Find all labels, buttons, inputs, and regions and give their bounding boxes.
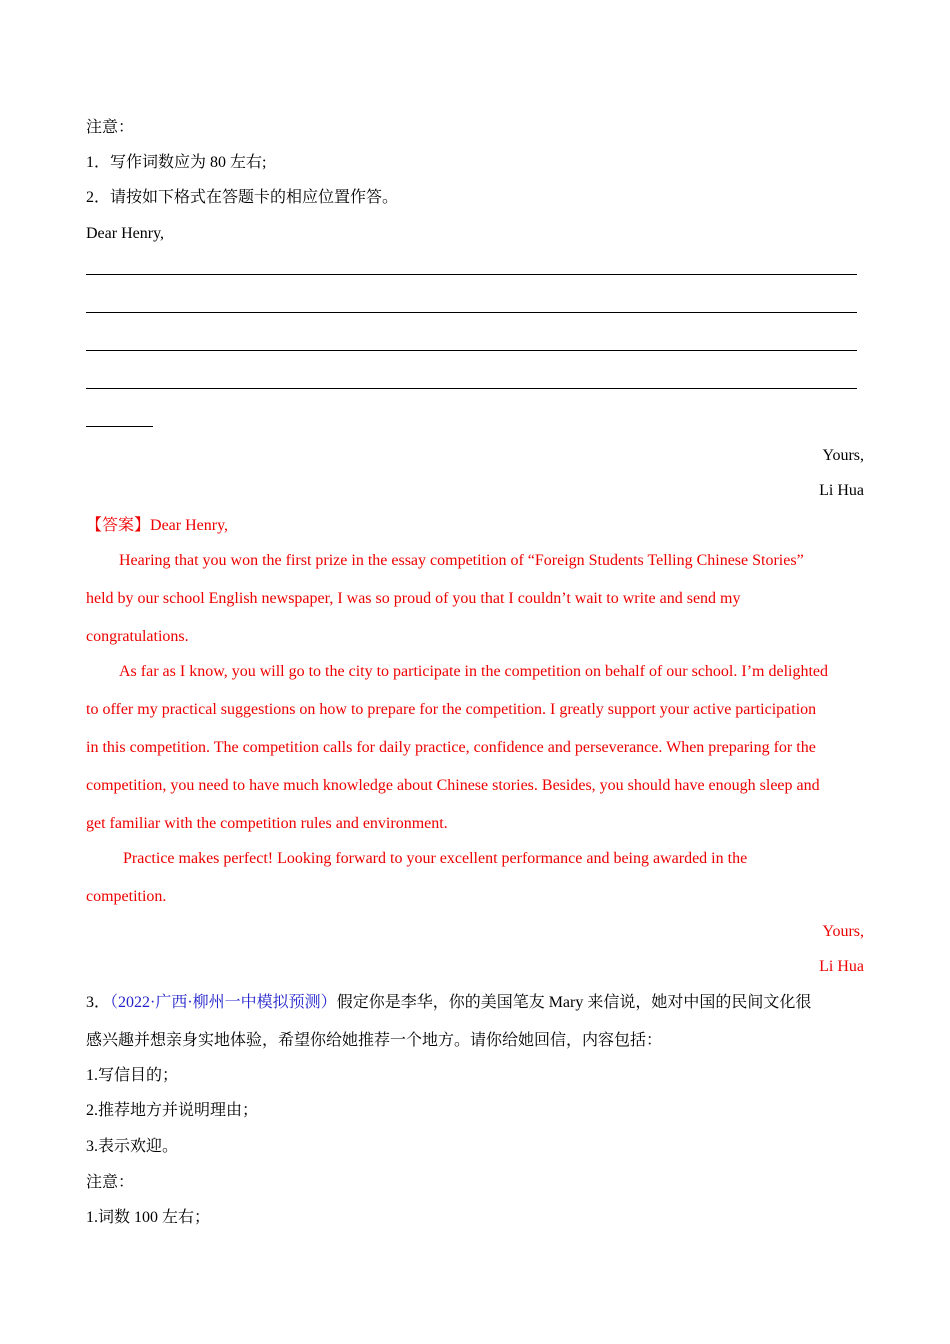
question-prompt-line: 感兴趣并想亲身实地体验，希望你给她推荐一个地方。请你给她回信，内容包括： <box>86 1032 663 1049</box>
answer-paragraph-2-line: competition, you need to have much knowledge about Chinese stories. Besides, you should have enough sleep and <box>86 777 820 794</box>
writing-line <box>86 350 857 351</box>
answer-paragraph-2-line: in this competition. The competition calls for daily practice, confidence and perseverance. When preparing for the <box>86 739 816 756</box>
note-format: 2．请按如下格式在答题卡的相应位置作答。 <box>86 189 399 206</box>
answer-paragraph-3-line: Practice makes perfect! Looking forward to your excellent performance and being awarded in the <box>123 850 748 867</box>
answer-paragraph-3-line: competition. <box>86 888 167 905</box>
answer-closing: Yours, <box>822 923 864 940</box>
question-3-prompt <box>86 993 811 1013</box>
notes-heading: 注意： <box>86 119 135 136</box>
letter-salutation: Dear Henry, <box>86 225 165 242</box>
requirement-item: 3.表示欢迎。 <box>86 1138 179 1155</box>
letter-closing: Yours, <box>822 447 864 464</box>
note-word-count: 1．写作词数应为 80 左右; <box>86 154 267 171</box>
requirement-item: 2.推荐地方并说明理由； <box>86 1102 259 1119</box>
letter-signature: Li Hua <box>819 482 864 499</box>
question-number: 3． <box>86 994 111 1011</box>
answer-tag: 【答案】 <box>86 517 151 534</box>
answer-paragraph-1-line: held by our school English newspaper, I was so proud of you that I couldn’t wait to write and send my <box>86 590 741 607</box>
writing-line <box>86 312 857 313</box>
answer-signature: Li Hua <box>819 958 864 975</box>
question-source: （2022·广西·柳州一中模拟预测） <box>110 994 337 1011</box>
requirement-item: 1.写信目的； <box>86 1067 179 1084</box>
answer-salutation: Dear Henry, <box>150 517 229 534</box>
answer-paragraph-1-line: Hearing that you won the first prize in the essay competition of “Foreign Students Telling Chinese Stories” <box>119 552 804 569</box>
answer-paragraph-2-line: As far as I know, you will go to the city to participate in the competition on behalf of our school. I’m delighted <box>119 663 829 680</box>
writing-line <box>86 388 857 389</box>
writing-line <box>86 426 153 427</box>
answer-header <box>86 516 228 536</box>
answer-paragraph-2-line: get familiar with the competition rules and environment. <box>86 815 448 832</box>
answer-paragraph-1-line: congratulations. <box>86 628 189 645</box>
answer-paragraph-2-line: to offer my practical suggestions on how to prepare for the competition. I greatly support your active participation <box>86 701 817 718</box>
notes-heading: 注意： <box>86 1174 135 1191</box>
note-word-count: 1.词数 100 左右； <box>86 1209 211 1226</box>
writing-line <box>86 274 857 275</box>
question-prompt-text: 假定你是李华，你的美国笔友 Mary 来信说，她对中国的民间文化很 <box>336 994 812 1011</box>
